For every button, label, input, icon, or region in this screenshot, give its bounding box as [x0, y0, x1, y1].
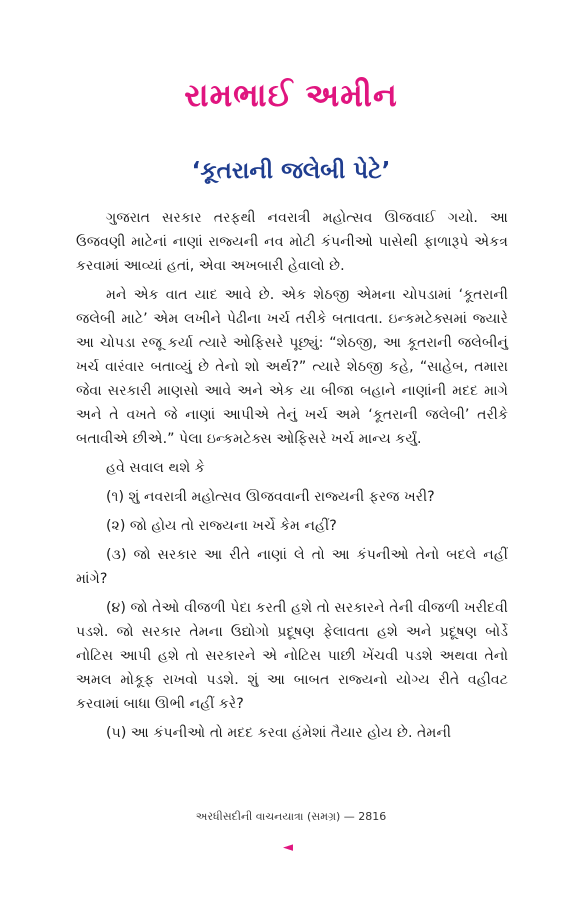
paragraph: હવે સવાલ થશે કે: [106, 460, 205, 476]
paragraph: (૩) જો સરકાર આ રીતે નાણાં લે તો આ કંપનીઓ તેનો બદલે નહીં માંગે?: [76, 547, 508, 587]
paragraph: (૫) આ કંપનીઓ તો મદદ કરવા હંમેશાં તૈયાર હોય છે. તેમની: [106, 725, 452, 741]
paragraph: (૨) જો હોય તો રાજ્યના ખર્ચે કેમ નહીં?: [106, 518, 337, 534]
article-body: [76, 206, 508, 750]
page-footer: અરધીસદીની વાચનયાત્રા (સમગ્ર) — 2816: [195, 810, 387, 823]
article-title: ‘કૂતરાની જલેબી પેટે’: [191, 158, 391, 184]
previous-page-arrow-icon[interactable]: ◄: [283, 840, 293, 855]
paragraph: મને એક વાત યાદ આવે છે. એક શેઠજી એમના ચોપડામાં ‘કૂતરાની જલેબી માટે’ એમ લખીને પેઢીના ખર્ચ તરીકે બતાવતા. ઇન્કમટેક્સમાં જ્યારે આ ચોપડા રજૂ કર્યા ત્યારે ઓફિસરે પૂછ્યું: “શેઠજી, આ કૂતરાની જલેબીનું ખર્ચ વારંવાર બતાવ્યું છે તેનો શો અર્થ?” ત્યારે શેઠજી કહે, “સાહેબ, તમારા જેવા સરકારી માણસો આવે અને એક યા બીજા બહાને નાણાંની મદદ માગે અને તે વખતે જે નાણાં આપીએ તેનું ખર્ચ અમે ‘કૂતરાની જલેબી’ તરીકે બતાવીએ છીએ.” પેલા ઇન્કમટેક્સ ઓફિસરે ખર્ચ માન્ય કર્યું.: [76, 287, 508, 447]
paragraph: (૧) શું નવરાત્રી મહોત્સવ ઊજવવાની રાજ્યની ફરજ ખરી?: [106, 489, 435, 505]
paragraph: (૪) જો તેઓ વીજળી પેદા કરતી હશે તો સરકારને તેની વીજળી ખરીદવી પડશે. જો સરકાર તેમના ઉદ્યોગો પ્રદૂષણ ફેલાવતા હશે અને પ્રદૂષણ બોર્ડે નોટિસ આપી હશે તો સરકારને એ નોટિસ પાછી ખેંચવી પડશે અથવા તેનો અમલ મોકૂફ રાખવો પડશે. શું આ બાબત રાજ્યનો યોગ્ય રીતે વહીવટ કરવામાં બાધા ઊભી નહીં કરે?: [76, 600, 508, 712]
author-name: રામભાઈ અમીન: [184, 76, 398, 114]
paragraph: ગુજરાત સરકાર તરફથી નવરાત્રી મહોત્સવ ઊજવાઈ ગયો. આ ઉજવણી માટેનાં નાણાં રાજ્યની નવ મોટી કંપનીઓ પાસેથી ફાળારૂપે એકત્ર કરવામાં આવ્યાં હતાં, એવા અખબારી હેવાલો છે.: [76, 210, 508, 274]
